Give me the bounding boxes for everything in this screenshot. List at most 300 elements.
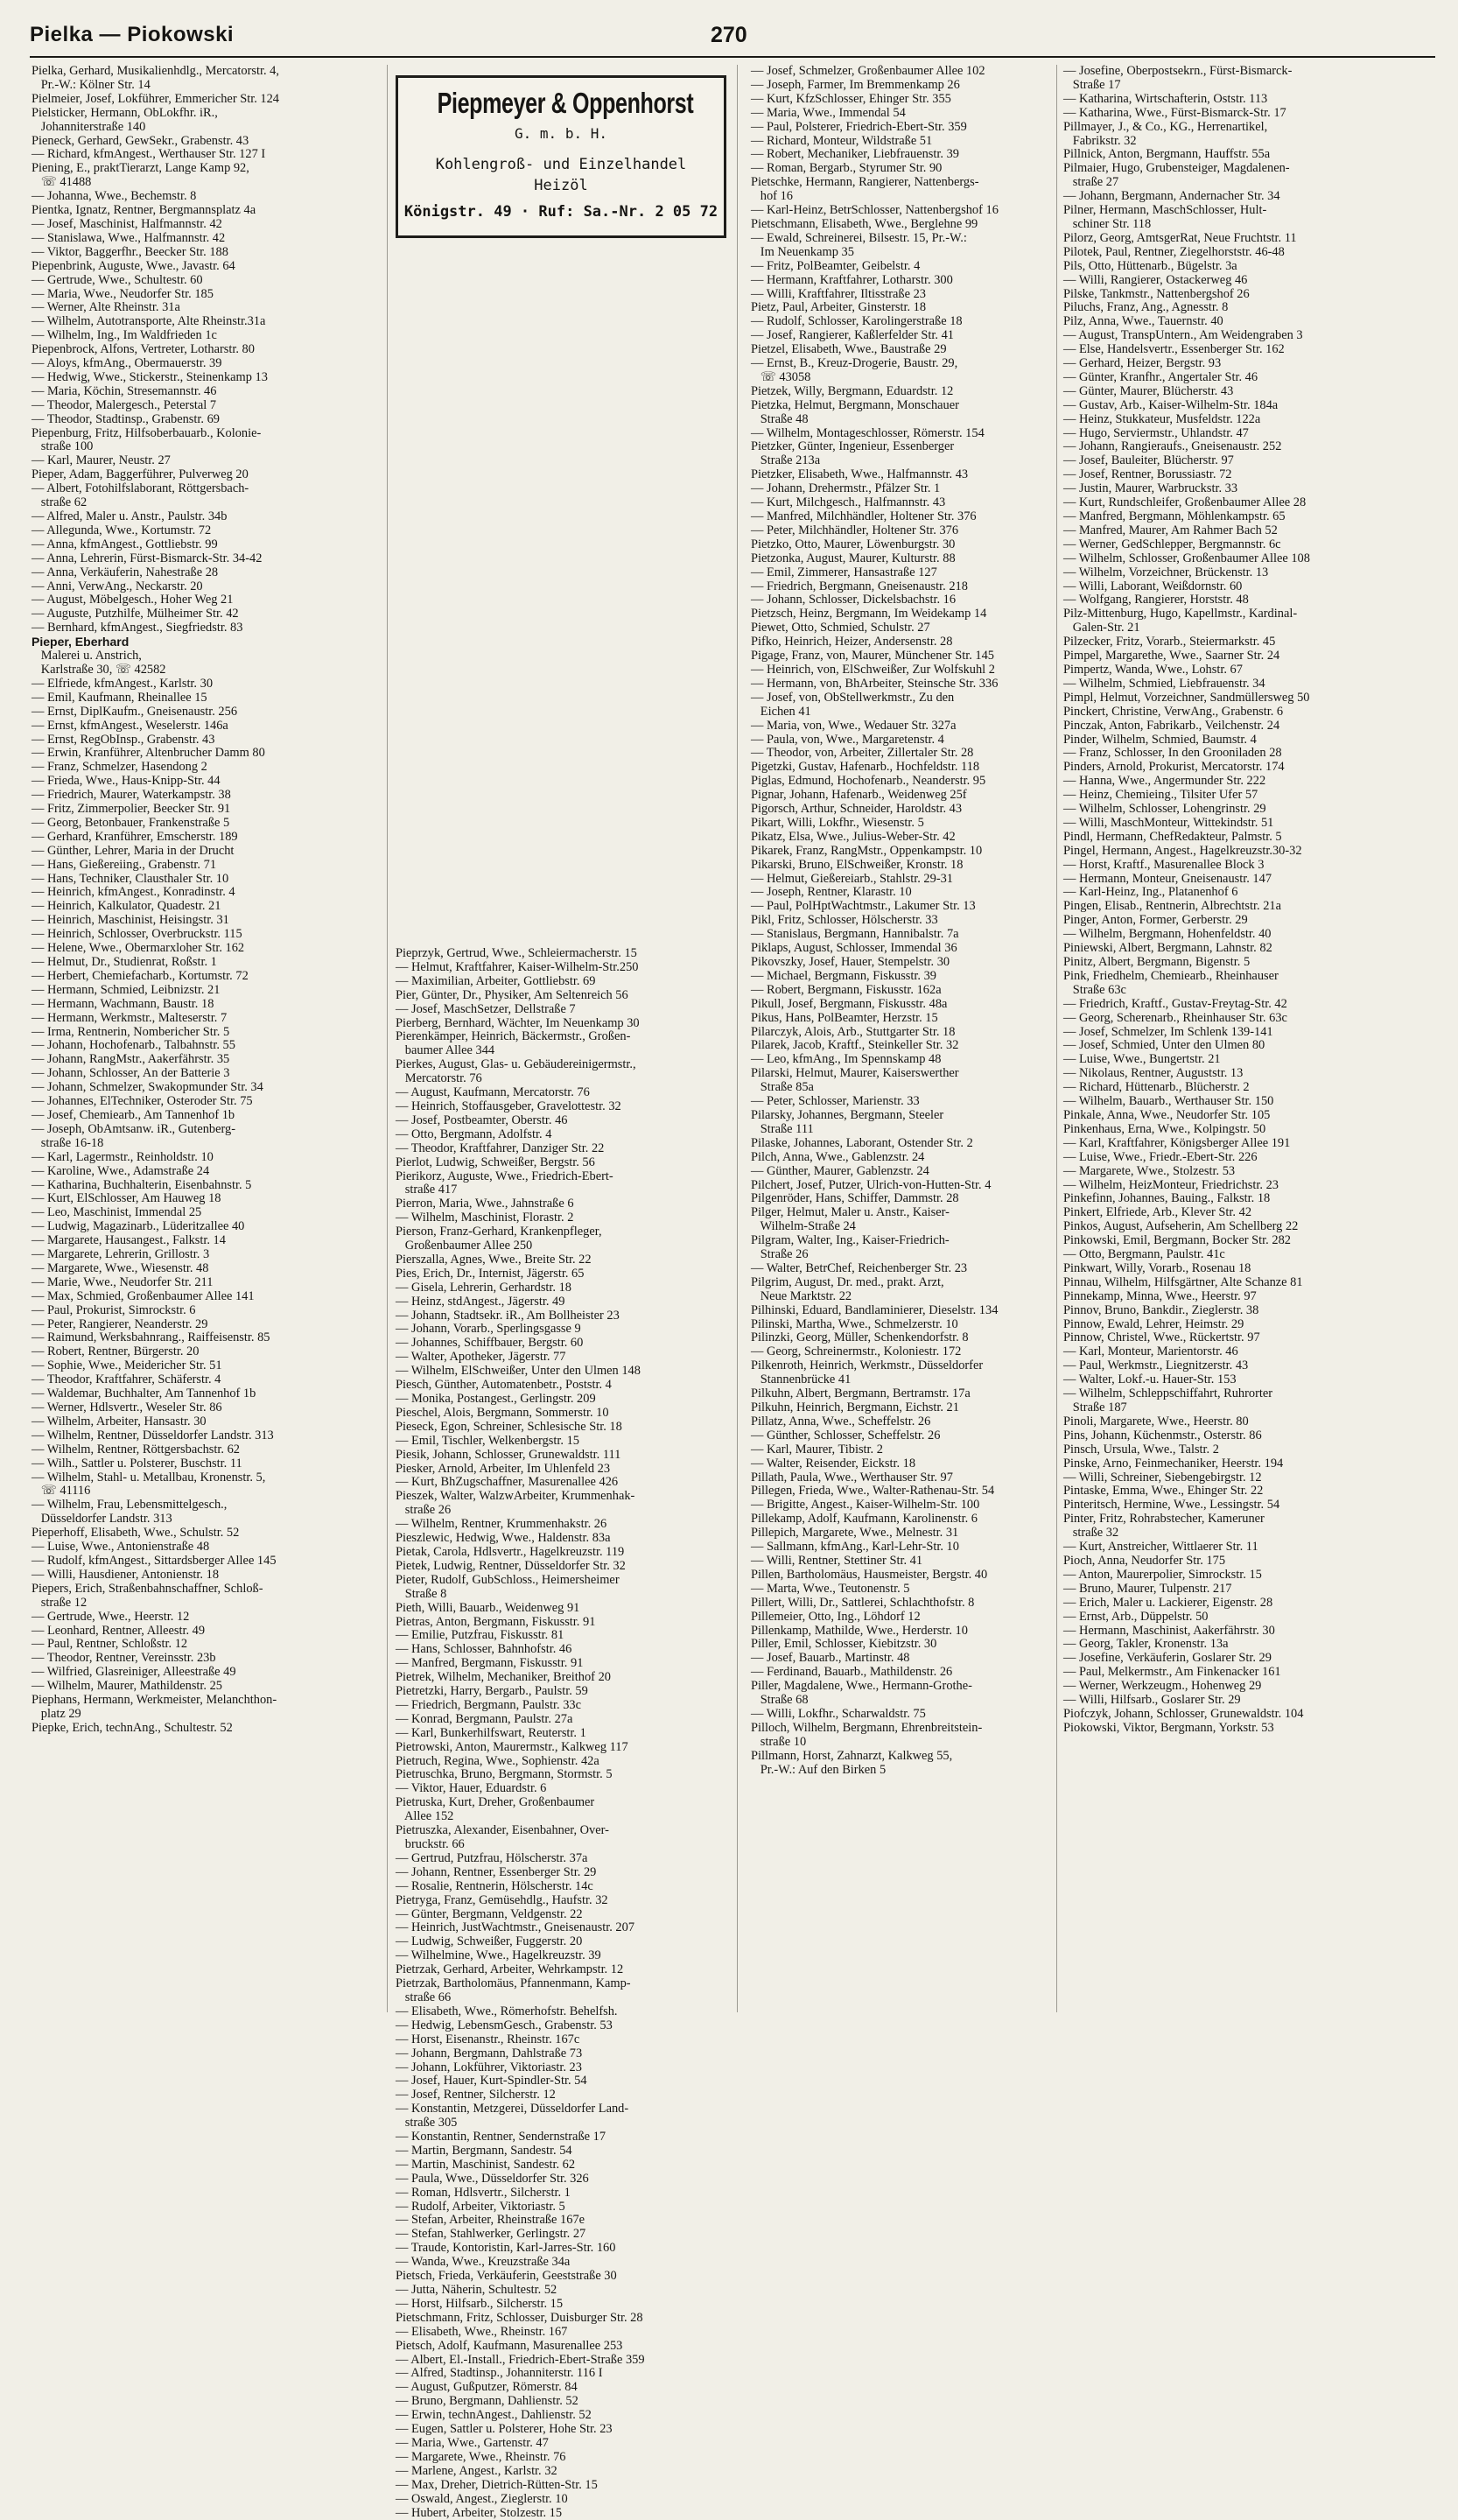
directory-line: Pieschel, Alois, Bergmann, Sommerstr. 10 bbox=[396, 1407, 728, 1421]
directory-column-3 bbox=[751, 65, 1053, 1777]
directory-column-2 bbox=[396, 947, 728, 2520]
directory-line: — Karl, Maurer, Tibistr. 2 bbox=[751, 1443, 1053, 1457]
directory-line: — Josef, Chemiearb., Am Tannenhof 1b bbox=[32, 1109, 360, 1123]
directory-line: — Nikolaus, Rentner, Auguststr. 13 bbox=[1063, 1067, 1418, 1081]
directory-line: — Stanislaus, Bergmann, Hannibalstr. 7a bbox=[751, 928, 1053, 942]
directory-line: — Wilhelm, Frau, Lebensmittelgesch., bbox=[32, 1499, 360, 1513]
directory-line: Pinter, Fritz, Rohrabstecher, Kameruner bbox=[1063, 1513, 1418, 1527]
directory-line: — Joseph, ObAmtsanw. iR., Gutenberg- bbox=[32, 1123, 360, 1137]
directory-line: — Georg, Scherenarb., Rheinhauser Str. 63c bbox=[1063, 1012, 1418, 1026]
directory-line: baumer Allee 344 bbox=[396, 1044, 728, 1058]
directory-line: — Josef, Rentner, Borussiastr. 72 bbox=[1063, 468, 1418, 482]
directory-line: — Horst, Hilfsarb., Silcherstr. 15 bbox=[396, 2298, 728, 2312]
directory-line: — Theodor, Rentner, Vereinsstr. 23b bbox=[32, 1652, 360, 1666]
directory-line: — Katharina, Buchhalterin, Eisenbahnstr. 5 bbox=[32, 1179, 360, 1193]
directory-line: Pinitz, Albert, Bergmann, Bigenstr. 5 bbox=[1063, 956, 1418, 970]
directory-line: Pillath, Paula, Wwe., Werthauser Str. 97 bbox=[751, 1471, 1053, 1485]
directory-line: — Fritz, Zimmerpolier, Beecker Str. 91 bbox=[32, 803, 360, 817]
directory-line: — Rudolf, Arbeiter, Viktoriastr. 5 bbox=[396, 2201, 728, 2215]
directory-line: — Hans, Gießereiing., Grabenstr. 71 bbox=[32, 859, 360, 873]
directory-line: — Theodor, von, Arbeiter, Zillertaler Str. 28 bbox=[751, 747, 1053, 761]
directory-line: — Josefine, Verkäuferin, Goslarer Str. 29 bbox=[1063, 1652, 1418, 1666]
directory-line: Pilkuhn, Heinrich, Bergmann, Eichstr. 21 bbox=[751, 1401, 1053, 1415]
directory-line: — Peter, Schlosser, Marienstr. 33 bbox=[751, 1095, 1053, 1109]
ad-address: Königstr. 49 · Ruf: Sa.-Nr. 2 05 72 bbox=[398, 203, 724, 221]
directory-line: — Johann, Hochofenarb., Talbahnstr. 55 bbox=[32, 1039, 360, 1053]
directory-line: — Georg, Betonbauer, Frankenstraße 5 bbox=[32, 817, 360, 831]
directory-line: — Kurt, BhZugschaffner, Masurenallee 426 bbox=[396, 1476, 728, 1490]
directory-line: — Hedwig, Wwe., Stickerstr., Steinenkamp 13 bbox=[32, 371, 360, 385]
directory-line: Pietzka, Helmut, Bergmann, Monschauer bbox=[751, 399, 1053, 413]
directory-line: — Wilhelm, Bauarb., Werthauser Str. 150 bbox=[1063, 1095, 1418, 1109]
directory-line: — Hugo, Serviermstr., Uhlandstr. 47 bbox=[1063, 427, 1418, 441]
directory-line: — Josef, Hauer, Kurt-Spindler-Str. 54 bbox=[396, 2074, 728, 2088]
directory-line: — Emil, Kaufmann, Rheinallee 15 bbox=[32, 691, 360, 705]
directory-line: Piklaps, August, Schlosser, Immendal 36 bbox=[751, 942, 1053, 956]
directory-line: Mercatorstr. 76 bbox=[396, 1072, 728, 1086]
directory-line: — Gertrude, Wwe., Schultestr. 60 bbox=[32, 274, 360, 288]
directory-line: Pilhinski, Eduard, Bandlaminierer, Dieselstr. 134 bbox=[751, 1304, 1053, 1318]
directory-line: Pinckert, Christine, VerwAng., Grabenstr. 6 bbox=[1063, 705, 1418, 719]
directory-line: — Josef, MaschSetzer, Dellstraße 7 bbox=[396, 1003, 728, 1017]
directory-line: — Hermann, von, BhArbeiter, Steinsche Str. 336 bbox=[751, 677, 1053, 691]
directory-line: Pietek, Ludwig, Rentner, Düsseldorfer Str. 32 bbox=[396, 1560, 728, 1574]
directory-line: Pietsch, Frieda, Verkäuferin, Geeststraße 30 bbox=[396, 2270, 728, 2284]
directory-line: — Johanna, Wwe., Bechemstr. 8 bbox=[32, 190, 360, 204]
directory-line: — Elisabeth, Wwe., Römerhofstr. Behelfsh. bbox=[396, 2005, 728, 2019]
directory-line: — Johann, Schlosser, Dickelsbachstr. 16 bbox=[751, 593, 1053, 607]
directory-line: — Josef, Schmelzer, Im Schlenk 139-141 bbox=[1063, 1026, 1418, 1040]
directory-line: — Wilfried, Glasreiniger, Alleestraße 49 bbox=[32, 1666, 360, 1680]
directory-line: — Sallmann, kfmAng., Karl-Lehr-Str. 10 bbox=[751, 1541, 1053, 1555]
directory-line: — Margarete, Lehrerin, Grillostr. 3 bbox=[32, 1248, 360, 1262]
directory-line: Pilorz, Georg, AmtsgerRat, Neue Fruchtstr. 11 bbox=[1063, 232, 1418, 246]
directory-line: — Peter, Milchhändler, Holtener Str. 376 bbox=[751, 524, 1053, 538]
directory-line: Pietrowski, Anton, Maurermstr., Kalkweg 117 bbox=[396, 1741, 728, 1755]
directory-line: — Karl-Heinz, Ing., Platanenhof 6 bbox=[1063, 886, 1418, 900]
advertisement-box bbox=[396, 75, 726, 238]
directory-line: — Wilhelm, Maschinist, Florastr. 2 bbox=[396, 1211, 728, 1225]
directory-line: Pierenkämper, Heinrich, Bäckermstr., Großen- bbox=[396, 1030, 728, 1044]
directory-line: — Anna, Verkäuferin, Nahestraße 28 bbox=[32, 566, 360, 580]
directory-line: Pietzonka, August, Maurer, Kulturstr. 88 bbox=[751, 552, 1053, 566]
directory-line: ☏ 43058 bbox=[751, 371, 1053, 385]
directory-line: Pietryga, Franz, Gemüsehdlg., Haufstr. 32 bbox=[396, 1894, 728, 1908]
directory-line: — Leo, kfmAng., Im Spennskamp 48 bbox=[751, 1053, 1053, 1067]
directory-line: — Karoline, Wwe., Adamstraße 24 bbox=[32, 1165, 360, 1179]
directory-line: Piesch, Günther, Automatenbetr., Poststr. 4 bbox=[396, 1379, 728, 1393]
directory-line: Pietruschka, Bruno, Bergmann, Stormstr. 5 bbox=[396, 1768, 728, 1782]
directory-line: — Maria, Wwe., Immendal 54 bbox=[751, 107, 1053, 121]
directory-line: — Alfred, Stadtinsp., Johanniterstr. 116 I bbox=[396, 2367, 728, 2381]
directory-line: Pinkert, Elfriede, Arb., Klever Str. 42 bbox=[1063, 1206, 1418, 1220]
ad-business-line: Kohlengroß- und Einzelhandel bbox=[398, 154, 724, 175]
directory-line: Pillenkamp, Mathilde, Wwe., Herderstr. 10 bbox=[751, 1625, 1053, 1639]
directory-line: — Josef, Postbeamter, Oberstr. 46 bbox=[396, 1114, 728, 1128]
directory-line: Pielsticker, Hermann, ObLokfhr. iR., bbox=[32, 107, 360, 121]
directory-line: Neue Marktstr. 22 bbox=[751, 1290, 1053, 1304]
directory-line: Pinkefinn, Johannes, Bauing., Falkstr. 18 bbox=[1063, 1192, 1418, 1206]
directory-line: Piofczyk, Johann, Schlosser, Grunewaldstr. 104 bbox=[1063, 1708, 1418, 1722]
directory-line: Pikull, Josef, Bergmann, Fiskusstr. 48a bbox=[751, 998, 1053, 1012]
directory-line: — Waldemar, Buchhalter, Am Tannenhof 1b bbox=[32, 1387, 360, 1401]
directory-line: — Georg, Schreinermstr., Koloniestr. 172 bbox=[751, 1345, 1053, 1359]
directory-line: — Albert, El.-Install., Friedrich-Ebert-Straße 359 bbox=[396, 2354, 728, 2368]
directory-line: Piniewski, Albert, Bergmann, Lahnstr. 82 bbox=[1063, 942, 1418, 956]
directory-line: Pieneck, Gerhard, GewSekr., Grabenstr. 43 bbox=[32, 135, 360, 149]
directory-line: — Karl-Heinz, BetrSchlosser, Nattenbergshof 16 bbox=[751, 204, 1053, 218]
directory-line: — Wanda, Wwe., Kreuzstraße 34a bbox=[396, 2256, 728, 2270]
directory-line: — Günther, Maurer, Gablenzstr. 24 bbox=[751, 1165, 1053, 1179]
directory-line: — Ernst, kfmAngest., Weselerstr. 146a bbox=[32, 719, 360, 734]
directory-line: straße 10 bbox=[751, 1736, 1053, 1750]
directory-line: — Karl, Maurer, Neustr. 27 bbox=[32, 454, 360, 468]
directory-line: Pinkenhaus, Erna, Wwe., Kolpingstr. 50 bbox=[1063, 1123, 1418, 1137]
directory-line: — Luise, Wwe., Bungertstr. 21 bbox=[1063, 1053, 1418, 1067]
directory-line: — Hermann, Werkmstr., Malteserstr. 7 bbox=[32, 1012, 360, 1026]
directory-line: — Anni, VerwAng., Neckarstr. 20 bbox=[32, 580, 360, 594]
directory-line: — Wilhelm, ElSchweißer, Unter den Ulmen 148 bbox=[396, 1365, 728, 1379]
directory-line: Piokowski, Viktor, Bergmann, Yorkstr. 53 bbox=[1063, 1722, 1418, 1736]
directory-line: — Wilhelm, Rentner, Röttgersbachstr. 62 bbox=[32, 1443, 360, 1457]
directory-line: Pr.-W.: Auf den Birken 5 bbox=[751, 1764, 1053, 1778]
directory-line: Pietruch, Regina, Wwe., Sophienstr. 42a bbox=[396, 1755, 728, 1769]
directory-line: — Frieda, Wwe., Haus-Knipp-Str. 44 bbox=[32, 775, 360, 789]
directory-line: Pietrzak, Bartholomäus, Pfannenmann, Kamp- bbox=[396, 1977, 728, 1991]
directory-line: — Wilhelm, Schmied, Liebfrauenstr. 34 bbox=[1063, 677, 1418, 691]
directory-column-4 bbox=[1063, 65, 1418, 1736]
directory-line: Pietzko, Otto, Maurer, Löwenburgstr. 30 bbox=[751, 538, 1053, 552]
directory-line: — Hubert, Arbeiter, Stolzestr. 15 bbox=[396, 2507, 728, 2520]
directory-line: — Josef, Bauarb., Martinstr. 48 bbox=[751, 1652, 1053, 1666]
directory-line: Pignar, Johann, Hafenarb., Weidenweg 25f bbox=[751, 789, 1053, 803]
directory-line: — Karl, Lagermstr., Reinholdstr. 10 bbox=[32, 1151, 360, 1165]
directory-line: Pieper, Eberhard bbox=[32, 635, 360, 649]
directory-line: Pietzsch, Heinz, Bergmann, Im Weidekamp 14 bbox=[751, 607, 1053, 621]
directory-line: — Ernst, DiplKaufm., Gneisenaustr. 256 bbox=[32, 705, 360, 719]
directory-line: — Maria, Köchin, Stresemannstr. 46 bbox=[32, 385, 360, 399]
directory-line: Pietschmann, Fritz, Schlosser, Duisburger Str. 28 bbox=[396, 2312, 728, 2326]
directory-line: Pillert, Willi, Dr., Sattlerei, Schlachthofstr. 8 bbox=[751, 1597, 1053, 1611]
directory-line: — Willi, Hilfsarb., Goslarer Str. 29 bbox=[1063, 1694, 1418, 1708]
directory-line: — Willi, Rentner, Stettiner Str. 41 bbox=[751, 1555, 1053, 1569]
directory-line: — Rudolf, kfmAngest., Sittardsberger Allee 145 bbox=[32, 1555, 360, 1569]
directory-line: — Heinz, Stukkateur, Musfeldstr. 122a bbox=[1063, 413, 1418, 427]
directory-line: — Eugen, Sattler u. Polsterer, Hohe Str. 23 bbox=[396, 2423, 728, 2437]
directory-line: Straße 8 bbox=[396, 1588, 728, 1602]
directory-line: — Walter, Apotheker, Jägerstr. 77 bbox=[396, 1351, 728, 1365]
directory-line: Pientka, Ignatz, Rentner, Bergmannsplatz 4a bbox=[32, 204, 360, 218]
directory-line: Pillmayer, J., & Co., KG., Herrenartikel, bbox=[1063, 121, 1418, 135]
directory-line: — Heinz, stdAngest., Jägerstr. 49 bbox=[396, 1295, 728, 1309]
directory-line: — Heinrich, Schlosser, Overbruckstr. 115 bbox=[32, 928, 360, 942]
directory-line: Pilger, Helmut, Maler u. Anstr., Kaiser- bbox=[751, 1206, 1053, 1220]
directory-line: — Richard, Hüttenarb., Blücherstr. 2 bbox=[1063, 1081, 1418, 1095]
ad-company-form: G. m. b. H. bbox=[398, 125, 724, 142]
directory-line: Pierkes, August, Glas- u. Gebäudereinigermstr., bbox=[396, 1058, 728, 1072]
directory-line: Pinnow, Christel, Wwe., Rückertstr. 97 bbox=[1063, 1331, 1418, 1345]
directory-line: — Ferdinand, Bauarb., Mathildenstr. 26 bbox=[751, 1666, 1053, 1680]
directory-line: ☏ 41116 bbox=[32, 1485, 360, 1499]
directory-line: — Else, Handelsvertr., Essenberger Str. 162 bbox=[1063, 343, 1418, 357]
directory-line: — Hermann, Monteur, Gneisenaustr. 147 bbox=[1063, 873, 1418, 887]
directory-line: — Günther, Lehrer, Maria in der Drucht bbox=[32, 845, 360, 859]
directory-line: — Gertrude, Wwe., Heerstr. 12 bbox=[32, 1611, 360, 1625]
directory-line: — Katharina, Wirtschafterin, Oststr. 113 bbox=[1063, 93, 1418, 107]
directory-line: straße 66 bbox=[396, 1991, 728, 2005]
directory-line: — Viktor, Baggerfhr., Beecker Str. 188 bbox=[32, 246, 360, 260]
directory-line: — Konstantin, Rentner, Sendernstraße 17 bbox=[396, 2130, 728, 2144]
directory-line: Pilch, Anna, Wwe., Gablenzstr. 24 bbox=[751, 1151, 1053, 1165]
directory-line: — Luise, Wwe., Antonienstraße 48 bbox=[32, 1541, 360, 1555]
directory-line: Straße 213a bbox=[751, 454, 1053, 468]
directory-line: — Friedrich, Kraftf., Gustav-Freytag-Str. 42 bbox=[1063, 998, 1418, 1012]
directory-line: — Konstantin, Metzgerei, Düsseldorfer Land- bbox=[396, 2102, 728, 2116]
directory-line: Pilinski, Martha, Wwe., Schmelzerstr. 10 bbox=[751, 1318, 1053, 1332]
directory-line: — Paul, Melkermstr., Am Finkenacker 161 bbox=[1063, 1666, 1418, 1680]
directory-line: Piepke, Erich, technAng., Schultestr. 52 bbox=[32, 1722, 360, 1736]
directory-line: — August, Gußputzer, Römerstr. 84 bbox=[396, 2381, 728, 2395]
directory-line: Pinoli, Margarete, Wwe., Heerstr. 80 bbox=[1063, 1415, 1418, 1429]
directory-line: — Paul, Werkmstr., Liegnitzerstr. 43 bbox=[1063, 1359, 1418, 1373]
directory-line: — Bernhard, kfmAngest., Siegfriedstr. 83 bbox=[32, 621, 360, 635]
directory-line: Pilkenroth, Heinrich, Werkmstr., Düsseldorfer bbox=[751, 1359, 1053, 1373]
directory-line: — Helmut, Dr., Studienrat, Roßstr. 1 bbox=[32, 956, 360, 970]
directory-line: Piepers, Erich, Straßenbahnschaffner, Schloß- bbox=[32, 1583, 360, 1597]
directory-line: Pilchert, Josef, Putzer, Ulrich-von-Hutten-Str. 4 bbox=[751, 1179, 1053, 1193]
directory-line: Straße 85a bbox=[751, 1081, 1053, 1095]
directory-line: — Johann, RangMstr., Aakerfährstr. 35 bbox=[32, 1053, 360, 1067]
directory-line: — Ernst, Arb., Düppelstr. 50 bbox=[1063, 1611, 1418, 1625]
directory-line: — Gustav, Arb., Kaiser-Wilhelm-Str. 184a bbox=[1063, 399, 1418, 413]
directory-line: Pietz, Paul, Arbeiter, Ginsterstr. 18 bbox=[751, 301, 1053, 315]
directory-line: Pils, Otto, Hüttenarb., Bügelstr. 3a bbox=[1063, 260, 1418, 274]
directory-line: — Horst, Eisenanstr., Rheinstr. 167c bbox=[396, 2033, 728, 2047]
directory-line: Pilz-Mittenburg, Hugo, Kapellmstr., Kardinal- bbox=[1063, 607, 1418, 621]
directory-line: Pilarek, Jacob, Kraftf., Steinkeller Str. 32 bbox=[751, 1039, 1053, 1053]
directory-line: — Richard, Monteur, Wildstraße 51 bbox=[751, 135, 1053, 149]
directory-line: — Manfred, Bergmann, Fiskusstr. 91 bbox=[396, 1657, 728, 1671]
directory-line: — Wilhelm, Rentner, Krummenhakstr. 26 bbox=[396, 1518, 728, 1532]
directory-line: — Johann, Rangieraufs., Gneisenaustr. 252 bbox=[1063, 440, 1418, 454]
directory-line: — Theodor, Malergesch., Peterstal 7 bbox=[32, 399, 360, 413]
directory-line: — Joseph, Farmer, Im Bremmenkamp 26 bbox=[751, 79, 1053, 93]
directory-line: Pierlot, Ludwig, Schweißer, Bergstr. 56 bbox=[396, 1156, 728, 1170]
directory-line: hof 16 bbox=[751, 190, 1053, 204]
directory-line: — Raimund, Werksbahnrang., Raiffeisenstr. 85 bbox=[32, 1331, 360, 1345]
directory-line: Pilmaier, Hugo, Grubensteiger, Magdalenen- bbox=[1063, 162, 1418, 176]
directory-line: — Irma, Rentnerin, Nombericher Str. 5 bbox=[32, 1026, 360, 1040]
directory-line: Pilner, Hermann, MaschSchlosser, Hult- bbox=[1063, 204, 1418, 218]
directory-line: — Heinrich, kfmAngest., Konradinstr. 4 bbox=[32, 886, 360, 900]
directory-line: — Paul, Polsterer, Friedrich-Ebert-Str. 359 bbox=[751, 121, 1053, 135]
directory-line: Pilgram, Walter, Ing., Kaiser-Friedrich- bbox=[751, 1234, 1053, 1248]
directory-line: — Kurt, ElSchlosser, Am Hauweg 18 bbox=[32, 1192, 360, 1206]
directory-line: Karlstraße 30, ☏ 42582 bbox=[32, 663, 360, 677]
directory-line: — Allegunda, Wwe., Kortumstr. 72 bbox=[32, 524, 360, 538]
directory-line: — Herbert, Chemiefacharb., Kortumstr. 72 bbox=[32, 970, 360, 984]
directory-line: ☏ 41488 bbox=[32, 176, 360, 190]
directory-line: Pinnau, Wilhelm, Hilfsgärtner, Alte Schanze 81 bbox=[1063, 1276, 1418, 1290]
directory-line: Pilzecker, Fritz, Vorarb., Steiermarkstr. 45 bbox=[1063, 635, 1418, 649]
directory-line: — Max, Dreher, Dietrich-Rütten-Str. 15 bbox=[396, 2479, 728, 2493]
directory-line: — Gerhard, Kranführer, Emscherstr. 189 bbox=[32, 831, 360, 845]
directory-line: Pinteritsch, Hermine, Wwe., Lessingstr. 54 bbox=[1063, 1499, 1418, 1513]
directory-line: — Paul, PolHptWachtmstr., Lakumer Str. 13 bbox=[751, 900, 1053, 914]
directory-line: Pinkos, August, Aufseherin, Am Schellberg 22 bbox=[1063, 1220, 1418, 1234]
directory-line: Pier, Günter, Dr., Physiker, Am Seltenreich 56 bbox=[396, 989, 728, 1003]
directory-line: — Wilhelm, Montageschlosser, Römerstr. 154 bbox=[751, 427, 1053, 441]
directory-line: — Jutta, Näherin, Schultestr. 52 bbox=[396, 2284, 728, 2298]
directory-line: — Johann, Schlosser, An der Batterie 3 bbox=[32, 1067, 360, 1081]
directory-line: — Rudolf, Schlosser, Karolingerstraße 18 bbox=[751, 315, 1053, 329]
directory-line: — Gisela, Lehrerin, Gerhardstr. 18 bbox=[396, 1281, 728, 1295]
ad-business bbox=[398, 154, 724, 196]
directory-line: straße 62 bbox=[32, 496, 360, 510]
directory-line: — Johannes, ElTechniker, Osteroder Str. 75 bbox=[32, 1095, 360, 1109]
directory-line: — August, TranspUntern., Am Weidengraben 3 bbox=[1063, 329, 1418, 343]
directory-column-1 bbox=[32, 65, 360, 1736]
directory-line: — Ludwig, Schweißer, Fuggerstr. 20 bbox=[396, 1935, 728, 1949]
directory-line: Pietzker, Günter, Ingenieur, Essenberger bbox=[751, 440, 1053, 454]
directory-line: — Marta, Wwe., Teutonenstr. 5 bbox=[751, 1583, 1053, 1597]
directory-line: — Josef, Schmelzer, Großenbaumer Allee 102 bbox=[751, 65, 1053, 79]
directory-line: Pinnekamp, Minna, Wwe., Heerstr. 97 bbox=[1063, 1290, 1418, 1304]
directory-line: — Anna, Lehrerin, Fürst-Bismarck-Str. 34-42 bbox=[32, 552, 360, 566]
directory-line: — Paul, Rentner, Schloßstr. 12 bbox=[32, 1638, 360, 1652]
directory-line: — Wilhelm, Ing., Im Waldfrieden 1c bbox=[32, 329, 360, 343]
directory-line: Straße 26 bbox=[751, 1248, 1053, 1262]
directory-line: — Robert, Rentner, Bürgerstr. 20 bbox=[32, 1345, 360, 1359]
directory-line: — Werner, Hdlsvertr., Weseler Str. 86 bbox=[32, 1401, 360, 1415]
directory-line: — Hermann, Schmied, Leibnizstr. 21 bbox=[32, 984, 360, 998]
directory-line: Düsseldorfer Landstr. 313 bbox=[32, 1513, 360, 1527]
directory-line: Pilske, Tankmstr., Nattenbergshof 26 bbox=[1063, 288, 1418, 302]
directory-line: Pietschke, Hermann, Rangierer, Nattenbergs- bbox=[751, 176, 1053, 190]
directory-line: — Robert, Mechaniker, Liebfrauenstr. 39 bbox=[751, 148, 1053, 162]
directory-line: Pikarek, Franz, RangMstr., Oppenkampstr. 10 bbox=[751, 845, 1053, 859]
directory-line: Straße 187 bbox=[1063, 1401, 1418, 1415]
directory-line: — Willi, Kraftfahrer, Iltisstraße 23 bbox=[751, 288, 1053, 302]
directory-line: Pigage, Franz, von, Maurer, Münchener Str. 145 bbox=[751, 649, 1053, 663]
directory-line: — Wilhelmine, Wwe., Hagelkreuzstr. 39 bbox=[396, 1949, 728, 1963]
directory-line: — Leo, Maschinist, Immendal 25 bbox=[32, 1206, 360, 1220]
directory-line: Pierikorz, Auguste, Wwe., Friedrich-Ebert- bbox=[396, 1170, 728, 1184]
directory-line: Piglas, Edmund, Hochofenarb., Neanderstr. 95 bbox=[751, 775, 1053, 789]
directory-line: — Richard, kfmAngest., Werthauser Str. 127 I bbox=[32, 148, 360, 162]
directory-line: — Helmut, Gießereiarb., Stahlstr. 29-31 bbox=[751, 873, 1053, 887]
directory-line: — Ewald, Schreinerei, Bilsestr. 15, Pr.-W.: bbox=[751, 232, 1053, 246]
directory-line: — August, Kaufmann, Mercatorstr. 76 bbox=[396, 1086, 728, 1100]
directory-line: — Hermann, Kraftfahrer, Lotharstr. 300 bbox=[751, 274, 1053, 288]
directory-line: Pinkwart, Willy, Vorarb., Rosenau 18 bbox=[1063, 1262, 1418, 1276]
directory-line: Allee 152 bbox=[396, 1810, 728, 1824]
directory-line: — Paula, von, Wwe., Margaretenstr. 4 bbox=[751, 734, 1053, 748]
directory-line: Pilarczyk, Alois, Arb., Stuttgarter Str. 18 bbox=[751, 1026, 1053, 1040]
directory-line: Pilaske, Johannes, Laborant, Ostender Str. 2 bbox=[751, 1137, 1053, 1151]
directory-line: — Franz, Schmelzer, Hasendong 2 bbox=[32, 761, 360, 775]
directory-line: — Theodor, Stadtinsp., Grabenstr. 69 bbox=[32, 413, 360, 427]
directory-line: — Hermann, Maschinist, Aakerfährstr. 30 bbox=[1063, 1625, 1418, 1639]
directory-line: — Josef, von, ObStellwerkmstr., Zu den bbox=[751, 691, 1053, 705]
directory-line: — Johann, Vorarb., Sperlingsgasse 9 bbox=[396, 1323, 728, 1337]
directory-line: — Johann, Lokführer, Viktoriastr. 23 bbox=[396, 2061, 728, 2075]
page-header bbox=[30, 19, 1434, 58]
directory-line: Pinczak, Anton, Fabrikarb., Veilchenstr. 24 bbox=[1063, 719, 1418, 734]
directory-line: — Stanislawa, Wwe., Halfmannstr. 42 bbox=[32, 232, 360, 246]
directory-line: Pietretzki, Harry, Bergarb., Paulstr. 59 bbox=[396, 1685, 728, 1699]
directory-line: Pinnov, Bruno, Bankdir., Zieglerstr. 38 bbox=[1063, 1304, 1418, 1318]
directory-line: — Willi, Schreiner, Siebengebirgstr. 12 bbox=[1063, 1471, 1418, 1485]
directory-line: — Willi, Laborant, Weißdornstr. 60 bbox=[1063, 580, 1418, 594]
directory-line: — Hans, Techniker, Clausthaler Str. 10 bbox=[32, 873, 360, 887]
directory-line: — Sophie, Wwe., Meidericher Str. 51 bbox=[32, 1359, 360, 1373]
directory-line: Pindl, Hermann, ChefRedakteur, Palmstr. 5 bbox=[1063, 831, 1418, 845]
directory-line: — Karl, Monteur, Marientorstr. 46 bbox=[1063, 1345, 1418, 1359]
directory-line: Pinkowski, Emil, Bergmann, Bocker Str. 282 bbox=[1063, 1234, 1418, 1248]
directory-line: — Emil, Tischler, Welkenbergstr. 15 bbox=[396, 1435, 728, 1449]
directory-line: Pioch, Anna, Neudorfer Str. 175 bbox=[1063, 1555, 1418, 1569]
directory-line: — Horst, Kraftf., Masurenallee Block 3 bbox=[1063, 859, 1418, 873]
directory-line: Pietrek, Wilhelm, Mechaniker, Breithof 20 bbox=[396, 1671, 728, 1685]
directory-line: — Werner, Alte Rheinstr. 31a bbox=[32, 301, 360, 315]
directory-line: — Justin, Maurer, Warbruckstr. 33 bbox=[1063, 482, 1418, 496]
directory-line: Straße 111 bbox=[751, 1123, 1053, 1137]
directory-line: — Wilhelm, Vorzeichner, Brückenstr. 13 bbox=[1063, 566, 1418, 580]
directory-line: — Oswald, Angest., Zieglerstr. 10 bbox=[396, 2493, 728, 2507]
directory-line: straße 27 bbox=[1063, 176, 1418, 190]
directory-line: — Ludwig, Magazinarb., Lüderitzallee 40 bbox=[32, 1220, 360, 1234]
directory-line: — Marlene, Angest., Karlstr. 32 bbox=[396, 2465, 728, 2479]
directory-line: — Johann, Schmelzer, Swakopmunder Str. 34 bbox=[32, 1081, 360, 1095]
ad-company-name: Piepmeyer & Oppenhorst bbox=[438, 87, 685, 120]
directory-line: — Viktor, Hauer, Eduardstr. 6 bbox=[396, 1782, 728, 1796]
directory-line: Pinder, Wilhelm, Schmied, Baumstr. 4 bbox=[1063, 734, 1418, 748]
directory-line: — Margarete, Wwe., Wiesenstr. 48 bbox=[32, 1262, 360, 1276]
directory-line: — Wilhelm, Autotransporte, Alte Rheinstr.31a bbox=[32, 315, 360, 329]
directory-line: Pietzel, Elisabeth, Wwe., Baustraße 29 bbox=[751, 343, 1053, 357]
directory-line: — Wilhelm, Maurer, Mathildenstr. 25 bbox=[32, 1680, 360, 1694]
directory-line: Pietzker, Elisabeth, Wwe., Halfmannstr. 43 bbox=[751, 468, 1053, 482]
directory-line: — Günter, Maurer, Blücherstr. 43 bbox=[1063, 385, 1418, 399]
directory-line: — Paul, Prokurist, Simrockstr. 6 bbox=[32, 1304, 360, 1318]
directory-line: — Kurt, Anstreicher, Wittlaerer Str. 11 bbox=[1063, 1541, 1418, 1555]
directory-line: Pilgenröder, Hans, Schiffer, Dammstr. 28 bbox=[751, 1192, 1053, 1206]
directory-line: Pillmann, Horst, Zahnarzt, Kalkweg 55, bbox=[751, 1750, 1053, 1764]
directory-line: Pinske, Arno, Feinmechaniker, Heerstr. 194 bbox=[1063, 1457, 1418, 1471]
directory-line: Pies, Erich, Dr., Internist, Jägerstr. 65 bbox=[396, 1267, 728, 1281]
directory-line: — Joseph, Rentner, Klarastr. 10 bbox=[751, 886, 1053, 900]
directory-line: Pielmeier, Josef, Lokführer, Emmericher Str. 124 bbox=[32, 93, 360, 107]
directory-line: — Günther, Schlosser, Scheffelstr. 26 bbox=[751, 1429, 1053, 1443]
directory-line: Pr.-W.: Kölner Str. 14 bbox=[32, 79, 360, 93]
directory-line: — Walter, Reisender, Eickstr. 18 bbox=[751, 1457, 1053, 1471]
directory-line: Pigorsch, Arthur, Schneider, Haroldstr. 43 bbox=[751, 803, 1053, 817]
directory-line: — Erwin, technAngest., Dahlienstr. 52 bbox=[396, 2409, 728, 2423]
directory-line: Großenbaumer Allee 250 bbox=[396, 1239, 728, 1253]
directory-line: — Max, Schmied, Großenbaumer Allee 141 bbox=[32, 1290, 360, 1304]
directory-line: Eichen 41 bbox=[751, 705, 1053, 719]
directory-line: — Manfred, Maurer, Am Rahmer Bach 52 bbox=[1063, 524, 1418, 538]
directory-line: — Werner, GedSchlepper, Bergmannstr. 6c bbox=[1063, 538, 1418, 552]
column-divider bbox=[1056, 65, 1057, 2012]
directory-line: — Willi, MaschMonteur, Wittekindstr. 51 bbox=[1063, 817, 1418, 831]
directory-line: straße 16-18 bbox=[32, 1137, 360, 1151]
directory-line: Piesik, Johann, Schlosser, Grunewaldstr. 111 bbox=[396, 1449, 728, 1463]
directory-line: — Günter, Bergmann, Veldgenstr. 22 bbox=[396, 1908, 728, 1922]
directory-line: — Ernst, B., Kreuz-Drogerie, Baustr. 29, bbox=[751, 357, 1053, 371]
directory-line: — Stefan, Stahlwerker, Gerlingstr. 27 bbox=[396, 2228, 728, 2242]
